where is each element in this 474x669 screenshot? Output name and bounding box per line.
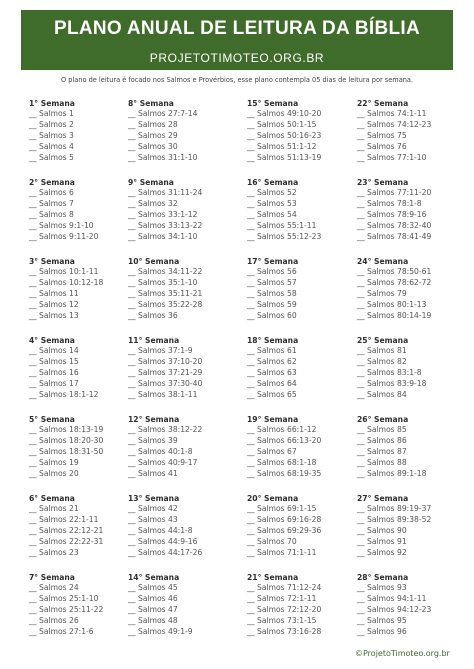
reading-item: __ Salmos 95 — [357, 615, 407, 625]
week-block — [128, 257, 228, 336]
header-banner — [21, 10, 453, 70]
reading-item: __ Salmos 67 — [247, 446, 297, 456]
reading-item: __ Salmos 74:12-23 — [357, 119, 432, 129]
reading-item: __ Salmos 16 — [29, 367, 79, 377]
week-title: 8° Semana — [128, 99, 174, 108]
reading-item: __ Salmos 14 — [29, 346, 79, 355]
reading-item: __ Salmos 55:12-23 — [247, 231, 322, 241]
reading-item: __ Salmos 37:10-20 — [128, 356, 203, 366]
reading-item: __ Salmos 53 — [247, 198, 297, 208]
reading-item: __ Salmos 83:1-8 — [357, 367, 422, 377]
week-block — [247, 336, 347, 415]
reading-item: __ Salmos 87 — [357, 446, 407, 456]
week-title: 2° Semana — [29, 178, 75, 187]
reading-item: __ Salmos 69:1-15 — [247, 504, 317, 513]
reading-item: __ Salmos 78:9-16 — [357, 209, 427, 219]
reading-item: __ Salmos 22:1-11 — [29, 514, 99, 524]
week-block — [128, 99, 228, 178]
week-block — [357, 494, 457, 573]
reading-item: __ Salmos 44:17-26 — [128, 547, 203, 557]
reading-item: __ Salmos 18:20-30 — [29, 435, 104, 445]
week-block — [29, 336, 129, 415]
week-title: 21° Semana — [247, 573, 299, 582]
reading-item: __ Salmos 80:14-19 — [357, 310, 432, 320]
week-block — [247, 178, 347, 257]
reading-item: __ Salmos 27:1-6 — [29, 626, 94, 636]
reading-item: __ Salmos 27:7-14 — [128, 109, 198, 118]
footer-credit: ©ProjetoTimoteo.org.br — [355, 649, 450, 658]
reading-item: __ Salmos 17 — [29, 378, 79, 388]
reading-item: __ Salmos 13 — [29, 310, 79, 320]
reading-item: __ Salmos 8 — [29, 209, 74, 219]
reading-item: __ Salmos 49:1-9 — [128, 626, 193, 636]
reading-item: __ Salmos 75 — [357, 130, 407, 140]
plan-description: O plano de leitura é focado nos Salmos e Provérbios, esse plano contempla 05 dias de leitura por semana. — [60, 76, 414, 84]
reading-item: __ Salmos 92 — [357, 547, 407, 557]
reading-item: __ Salmos 24 — [29, 583, 79, 592]
reading-item: __ Salmos 91 — [357, 536, 407, 546]
week-block — [29, 257, 129, 336]
week-block — [29, 573, 129, 652]
reading-item: __ Salmos 11 — [29, 288, 79, 298]
reading-item: __ Salmos 77:11-20 — [357, 188, 432, 197]
reading-item: __ Salmos 68:1-18 — [247, 457, 317, 467]
week-title: 4° Semana — [29, 336, 75, 345]
week-block — [29, 99, 129, 178]
reading-item: __ Salmos 77:1-10 — [357, 152, 427, 162]
reading-item: __ Salmos 45 — [128, 583, 178, 592]
reading-item: __ Salmos 38:12-22 — [128, 425, 203, 434]
reading-item: __ Salmos 47 — [128, 604, 178, 614]
reading-item: __ Salmos 78:32-40 — [357, 220, 432, 230]
reading-item: __ Salmos 78:1-8 — [357, 198, 422, 208]
reading-item: __ Salmos 69:16-28 — [247, 514, 322, 524]
reading-item: __ Salmos 74:1-11 — [357, 109, 427, 118]
week-block — [357, 99, 457, 178]
reading-item: __ Salmos 23 — [29, 547, 79, 557]
reading-item: __ Salmos 34:11-22 — [128, 267, 203, 276]
reading-item: __ Salmos 22:22-31 — [29, 536, 104, 546]
week-block — [128, 494, 228, 573]
reading-item: __ Salmos 2 — [29, 119, 74, 129]
week-title: 1° Semana — [29, 99, 75, 108]
reading-item: __ Salmos 31:1-10 — [128, 152, 198, 162]
reading-item: __ Salmos 85 — [357, 425, 407, 434]
week-title: 13° Semana — [128, 494, 180, 503]
reading-item: __ Salmos 18:31-50 — [29, 446, 104, 456]
reading-item: __ Salmos 28 — [128, 119, 178, 129]
week-block — [247, 99, 347, 178]
reading-item: __ Salmos 33:1-12 — [128, 209, 198, 219]
reading-item: __ Salmos 18:13-19 — [29, 425, 104, 434]
reading-item: __ Salmos 15 — [29, 356, 79, 366]
site-url: PROJETOTIMOTEO.ORG.BR — [149, 51, 325, 65]
reading-item: __ Salmos 55:1-11 — [247, 220, 317, 230]
reading-item: __ Salmos 33:13-22 — [128, 220, 203, 230]
reading-item: __ Salmos 31:11-24 — [128, 188, 203, 197]
week-title: 27° Semana — [357, 494, 409, 503]
reading-item: __ Salmos 72:12-20 — [247, 604, 322, 614]
reading-item: __ Salmos 66:13-20 — [247, 435, 322, 445]
reading-item: __ Salmos 32 — [128, 198, 178, 208]
reading-item: __ Salmos 79 — [357, 288, 407, 298]
column-4 — [357, 99, 457, 652]
column-2 — [128, 99, 228, 652]
week-title: 15° Semana — [247, 99, 299, 108]
reading-item: __ Salmos 96 — [357, 626, 407, 636]
reading-item: __ Salmos 1 — [29, 109, 74, 118]
reading-item: __ Salmos 43 — [128, 514, 178, 524]
week-title: 16° Semana — [247, 178, 299, 187]
week-title: 6° Semana — [29, 494, 75, 503]
reading-item: __ Salmos 89:19-37 — [357, 504, 432, 513]
reading-item: __ Salmos 49:10-20 — [247, 109, 322, 118]
reading-item: __ Salmos 35:1-10 — [128, 277, 198, 287]
reading-item: __ Salmos 61 — [247, 346, 297, 355]
week-title: 17° Semana — [247, 257, 299, 266]
reading-item: __ Salmos 94:12-23 — [357, 604, 432, 614]
week-title: 19° Semana — [247, 415, 299, 424]
reading-item: __ Salmos 40:1-8 — [128, 446, 193, 456]
week-block — [29, 494, 129, 573]
reading-item: __ Salmos 72:1-11 — [247, 593, 317, 603]
reading-item: __ Salmos 54 — [247, 209, 297, 219]
reading-item: __ Salmos 82 — [357, 356, 407, 366]
reading-item: __ Salmos 21 — [29, 504, 79, 513]
week-block — [128, 336, 228, 415]
week-block — [357, 573, 457, 652]
reading-item: __ Salmos 37:30-40 — [128, 378, 203, 388]
reading-item: __ Salmos 20 — [29, 468, 79, 478]
week-block — [128, 178, 228, 257]
week-block — [357, 257, 457, 336]
week-block — [357, 415, 457, 494]
reading-item: __ Salmos 25:11-22 — [29, 604, 104, 614]
reading-item: __ Salmos 26 — [29, 615, 79, 625]
reading-item: __ Salmos 41 — [128, 468, 178, 478]
reading-item: __ Salmos 9:1-10 — [29, 220, 94, 230]
week-block — [247, 494, 347, 573]
reading-item: __ Salmos 93 — [357, 583, 407, 592]
week-title: 11° Semana — [128, 336, 180, 345]
reading-item: __ Salmos 78:62-72 — [357, 277, 432, 287]
week-block — [29, 178, 129, 257]
reading-item: __ Salmos 3 — [29, 130, 74, 140]
reading-item: __ Salmos 69:29-36 — [247, 525, 322, 535]
week-block — [357, 336, 457, 415]
reading-item: __ Salmos 73:16-28 — [247, 626, 322, 636]
reading-item: __ Salmos 84 — [357, 389, 407, 399]
reading-item: __ Salmos 90 — [357, 525, 407, 535]
reading-item: __ Salmos 25:1-10 — [29, 593, 99, 603]
reading-item: __ Salmos 39 — [128, 435, 178, 445]
reading-item: __ Salmos 19 — [29, 457, 79, 467]
week-block — [128, 415, 228, 494]
reading-item: __ Salmos 44:1-8 — [128, 525, 193, 535]
week-title: 25° Semana — [357, 336, 409, 345]
reading-item: __ Salmos 70 — [247, 536, 297, 546]
reading-item: __ Salmos 29 — [128, 130, 178, 140]
reading-item: __ Salmos 6 — [29, 188, 74, 197]
reading-item: __ Salmos 71:12-24 — [247, 583, 322, 592]
reading-item: __ Salmos 94:1-11 — [357, 593, 427, 603]
page-title: PLANO ANUAL DE LEITURA DA BÍBLIA — [53, 18, 421, 39]
reading-item: __ Salmos 44:9-16 — [128, 536, 198, 546]
reading-item: __ Salmos 38:1-11 — [128, 389, 198, 399]
week-title: 22° Semana — [357, 99, 409, 108]
reading-item: __ Salmos 63 — [247, 367, 297, 377]
week-block — [29, 415, 129, 494]
column-1 — [29, 99, 129, 652]
reading-item: __ Salmos 73:1-15 — [247, 615, 317, 625]
week-title: 5° Semana — [29, 415, 75, 424]
reading-item: __ Salmos 48 — [128, 615, 178, 625]
week-block — [357, 178, 457, 257]
reading-item: __ Salmos 78:50-61 — [357, 267, 432, 276]
reading-item: __ Salmos 57 — [247, 277, 297, 287]
reading-item: __ Salmos 76 — [357, 141, 407, 151]
reading-item: __ Salmos 52 — [247, 188, 297, 197]
reading-item: __ Salmos 22:12-21 — [29, 525, 104, 535]
week-title: 7° Semana — [29, 573, 75, 582]
week-block — [128, 573, 228, 652]
week-block — [247, 415, 347, 494]
reading-item: __ Salmos 65 — [247, 389, 297, 399]
reading-item: __ Salmos 18:1-12 — [29, 389, 99, 399]
reading-item: __ Salmos 71:1-11 — [247, 547, 317, 557]
reading-item: __ Salmos 80:1-13 — [357, 299, 427, 309]
reading-item: __ Salmos 4 — [29, 141, 74, 151]
reading-item: __ Salmos 81 — [357, 346, 407, 355]
reading-item: __ Salmos 56 — [247, 267, 297, 276]
reading-item: __ Salmos 5 — [29, 152, 74, 162]
week-title: 20° Semana — [247, 494, 299, 503]
reading-item: __ Salmos 50:16-23 — [247, 130, 322, 140]
reading-item: __ Salmos 68:19-35 — [247, 468, 322, 478]
reading-item: __ Salmos 62 — [247, 356, 297, 366]
reading-item: __ Salmos 51:13-19 — [247, 152, 322, 162]
week-title: 14° Semana — [128, 573, 180, 582]
reading-item: __ Salmos 86 — [357, 435, 407, 445]
week-title: 26° Semana — [357, 415, 409, 424]
reading-item: __ Salmos 58 — [247, 288, 297, 298]
week-block — [247, 257, 347, 336]
week-title: 10° Semana — [128, 257, 180, 266]
reading-item: __ Salmos 10:12-18 — [29, 277, 104, 287]
reading-item: __ Salmos 64 — [247, 378, 297, 388]
reading-item: __ Salmos 7 — [29, 198, 74, 208]
week-title: 24° Semana — [357, 257, 409, 266]
reading-item: __ Salmos 88 — [357, 457, 407, 467]
reading-item: __ Salmos 89:1-18 — [357, 468, 427, 478]
reading-item: __ Salmos 37:21-29 — [128, 367, 203, 377]
reading-item: __ Salmos 9:11-20 — [29, 231, 99, 241]
reading-item: __ Salmos 83:9-18 — [357, 378, 427, 388]
week-title: 28° Semana — [357, 573, 409, 582]
reading-item: __ Salmos 30 — [128, 141, 178, 151]
reading-item: __ Salmos 40:9-17 — [128, 457, 198, 467]
reading-item: __ Salmos 12 — [29, 299, 79, 309]
reading-item: __ Salmos 89:38-52 — [357, 514, 432, 524]
week-title: 3° Semana — [29, 257, 75, 266]
week-title: 18° Semana — [247, 336, 299, 345]
reading-item: __ Salmos 78:41-49 — [357, 231, 432, 241]
reading-item: __ Salmos 35:22-28 — [128, 299, 203, 309]
reading-item: __ Salmos 42 — [128, 504, 178, 513]
reading-item: __ Salmos 35:11-21 — [128, 288, 203, 298]
reading-item: __ Salmos 46 — [128, 593, 178, 603]
reading-item: __ Salmos 59 — [247, 299, 297, 309]
reading-item: __ Salmos 36 — [128, 310, 178, 320]
week-title: 23° Semana — [357, 178, 409, 187]
reading-item: __ Salmos 37:1-9 — [128, 346, 193, 355]
reading-item: __ Salmos 50:1-15 — [247, 119, 317, 129]
reading-item: __ Salmos 51:1-12 — [247, 141, 317, 151]
reading-item: __ Salmos 60 — [247, 310, 297, 320]
reading-item: __ Salmos 34:1-10 — [128, 231, 198, 241]
week-title: 9° Semana — [128, 178, 174, 187]
column-3 — [247, 99, 347, 652]
reading-item: __ Salmos 10:1-11 — [29, 267, 99, 276]
week-block — [247, 573, 347, 652]
reading-item: __ Salmos 66:1-12 — [247, 425, 317, 434]
week-title: 12° Semana — [128, 415, 180, 424]
